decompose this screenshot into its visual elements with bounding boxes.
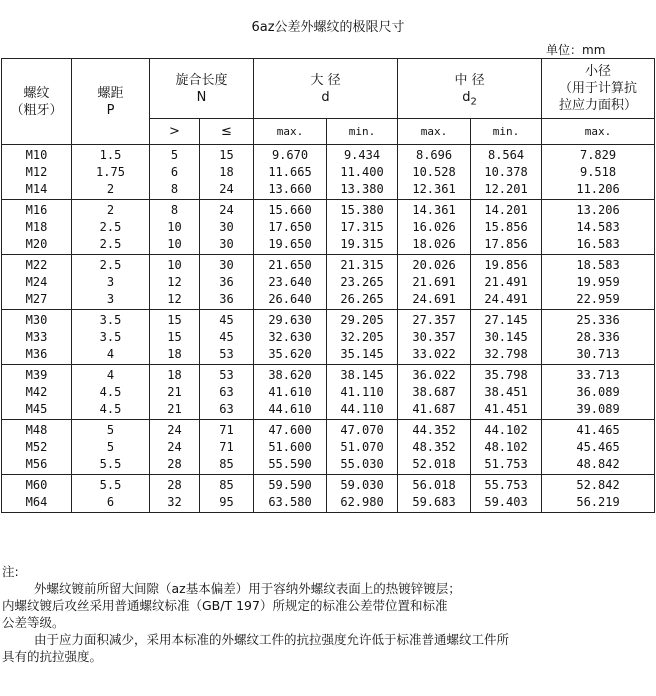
table-cell: M42	[25, 385, 48, 399]
table-cell: M30	[25, 313, 48, 327]
table-cell: 18	[219, 165, 234, 179]
table-cell: 32.630	[268, 330, 312, 344]
table-cell: 24.491	[484, 292, 528, 306]
col-engage-le	[200, 145, 254, 200]
col-major-min	[327, 145, 398, 200]
table-cell: 20.026	[412, 258, 456, 272]
table-cell: 5	[170, 148, 179, 162]
table-cell: 5	[106, 440, 115, 454]
table-cell: 2.5	[99, 220, 122, 234]
table-cell: 12	[167, 275, 182, 289]
table-cell: 71	[219, 440, 234, 454]
col-pitch-min	[471, 475, 542, 513]
col-pitch-max	[398, 200, 471, 255]
table-cell: 15	[167, 330, 182, 344]
table-cell: 36.022	[412, 368, 456, 382]
table-cell: 44.110	[340, 402, 384, 416]
table-cell: 23.265	[340, 275, 384, 289]
col-pitch-min	[471, 420, 542, 475]
col-pitch	[72, 365, 150, 420]
col-minor-max	[542, 420, 655, 475]
col-pitch-min	[471, 310, 542, 365]
table-cell: 45	[219, 330, 234, 344]
table-cell: 30.357	[412, 330, 456, 344]
notes	[2, 563, 652, 665]
table-cell: 44.102	[484, 423, 528, 437]
table-cell: 18	[167, 347, 182, 361]
table-cell: 8	[170, 182, 179, 196]
header-minor-max: max.	[542, 119, 655, 145]
col-pitch-min	[471, 200, 542, 255]
table-cell: 10	[167, 258, 182, 272]
header-pitch: 螺距 P	[72, 59, 150, 145]
table-cell: 27.145	[484, 313, 528, 327]
table-cell: 62.980	[340, 495, 384, 509]
table-cell: 36	[219, 275, 234, 289]
col-major-min	[327, 365, 398, 420]
col-engage-gt	[150, 475, 200, 513]
table-row-group	[2, 475, 655, 513]
header-engagement-length: 旋合长度 N	[150, 59, 254, 119]
col-thread-size	[2, 365, 72, 420]
table-cell: 59.030	[340, 478, 384, 492]
col-thread-size	[2, 145, 72, 200]
table-cell: 44.352	[412, 423, 456, 437]
table-cell: 45.465	[576, 440, 620, 454]
table-cell: 53	[219, 368, 234, 382]
table-cell: M60	[25, 478, 48, 492]
col-pitch-min	[471, 145, 542, 200]
table-cell: 24	[167, 440, 182, 454]
col-pitch	[72, 310, 150, 365]
table-cell: 13.380	[340, 182, 384, 196]
table-cell: 28	[167, 478, 182, 492]
table-cell: 16.026	[412, 220, 456, 234]
table-cell: 8.564	[487, 148, 525, 162]
table-cell: 17.315	[340, 220, 384, 234]
note-line: 内螺纹镀后攻丝采用普通螺纹标准（GB/T 197）所规定的标准公差带位置和标准	[2, 598, 448, 613]
table-cell: 51.600	[268, 440, 312, 454]
table-cell: 85	[219, 478, 234, 492]
table-cell: 47.600	[268, 423, 312, 437]
table-cell: 13.206	[576, 203, 620, 217]
table-cell: 52.018	[412, 457, 456, 471]
table-cell: 3	[106, 292, 115, 306]
table-cell: 45	[219, 313, 234, 327]
note-line: 外螺纹镀前所留大间隙（az基本偏差）用于容纳外螺纹表面上的热镀锌镀层；	[34, 581, 461, 596]
table-cell: 8	[170, 203, 179, 217]
col-major-min	[327, 200, 398, 255]
col-major-max	[254, 310, 327, 365]
table-cell: 53	[219, 347, 234, 361]
table-cell: 18.583	[576, 258, 620, 272]
col-engage-le	[200, 255, 254, 310]
table-cell: 15.856	[484, 220, 528, 234]
table-cell: 29.205	[340, 313, 384, 327]
table-row-group	[2, 145, 655, 200]
table-cell: 10.528	[412, 165, 456, 179]
col-major-min	[327, 310, 398, 365]
table-cell: M64	[25, 495, 48, 509]
table-cell: 48.102	[484, 440, 528, 454]
note-line: 公差等级。	[2, 615, 65, 630]
table-cell: 51.070	[340, 440, 384, 454]
table-cell: 56.018	[412, 478, 456, 492]
table-cell: 9.670	[271, 148, 309, 162]
table-cell: 21.691	[412, 275, 456, 289]
table-cell: 41.465	[576, 423, 620, 437]
header-pitch-min: min.	[471, 119, 542, 145]
table-cell: M10	[25, 148, 48, 162]
table-cell: 26.265	[340, 292, 384, 306]
table-cell: 39.089	[576, 402, 620, 416]
table-cell: 3.5	[99, 330, 122, 344]
table-cell: 12	[167, 292, 182, 306]
table-cell: 12.201	[484, 182, 528, 196]
table-cell: 33.022	[412, 347, 456, 361]
col-pitch	[72, 200, 150, 255]
col-engage-gt	[150, 420, 200, 475]
col-major-max	[254, 475, 327, 513]
table-cell: 24	[219, 203, 234, 217]
col-engage-le	[200, 365, 254, 420]
header-pitch-diameter: 中 径 $d_2$	[398, 59, 542, 119]
table-cell: 4.5	[99, 385, 122, 399]
table-cell: 21.315	[340, 258, 384, 272]
table-cell: 32	[167, 495, 182, 509]
col-minor-max	[542, 475, 655, 513]
table-cell: 5.5	[99, 478, 122, 492]
table-cell: M36	[25, 347, 48, 361]
table-cell: 6	[106, 495, 115, 509]
table-cell: 18.026	[412, 237, 456, 251]
unit-label: 单位：mm	[546, 43, 606, 57]
table-row-group	[2, 255, 655, 310]
table-cell: 10	[167, 237, 182, 251]
col-engage-gt	[150, 255, 200, 310]
col-minor-max	[542, 310, 655, 365]
table-cell: 21	[167, 385, 182, 399]
header-major-min: min.	[327, 119, 398, 145]
table-cell: 19.650	[268, 237, 312, 251]
table-cell: 28.336	[576, 330, 620, 344]
table-cell: 71	[219, 423, 234, 437]
col-minor-max	[542, 365, 655, 420]
thread-limits-table	[1, 58, 655, 513]
table-cell: 26.640	[268, 292, 312, 306]
table-cell: M45	[25, 402, 48, 416]
table-cell: 32.798	[484, 347, 528, 361]
table-cell: 41.451	[484, 402, 528, 416]
table-cell: 10	[167, 220, 182, 234]
table-cell: 5	[106, 423, 115, 437]
table-cell: 6	[170, 165, 179, 179]
table-cell: 2.5	[99, 258, 122, 272]
header-minor-diameter: 小径 （用于计算抗 拉应力面积）	[542, 59, 655, 119]
table-cell: M22	[25, 258, 48, 272]
col-thread-size	[2, 475, 72, 513]
col-major-min	[327, 420, 398, 475]
col-engage-le	[200, 200, 254, 255]
header-thread: 螺纹 （粗牙）	[2, 59, 72, 145]
table-cell: 47.070	[340, 423, 384, 437]
col-pitch-max	[398, 420, 471, 475]
col-engage-gt	[150, 310, 200, 365]
table-cell: 55.590	[268, 457, 312, 471]
table-cell: M24	[25, 275, 48, 289]
table-cell: 63	[219, 385, 234, 399]
table-cell: 35.145	[340, 347, 384, 361]
header-major-diameter: 大 径 d	[254, 59, 398, 119]
table-cell: 15.660	[268, 203, 312, 217]
table-cell: 5.5	[99, 457, 122, 471]
col-thread-size	[2, 255, 72, 310]
col-pitch	[72, 420, 150, 475]
col-thread-size	[2, 200, 72, 255]
table-cell: 17.856	[484, 237, 528, 251]
table-cell: 32.205	[340, 330, 384, 344]
table-header	[2, 59, 655, 145]
table-cell: 59.403	[484, 495, 528, 509]
table-cell: 55.753	[484, 478, 528, 492]
table-cell: 15	[219, 148, 234, 162]
table-cell: 19.959	[576, 275, 620, 289]
header-le: ≤	[200, 119, 254, 145]
table-cell: M52	[25, 440, 48, 454]
col-pitch	[72, 145, 150, 200]
col-major-max	[254, 145, 327, 200]
table-cell: 2	[106, 182, 115, 196]
table-cell: 11.400	[340, 165, 384, 179]
table-cell: M16	[25, 203, 48, 217]
table-cell: 52.842	[576, 478, 620, 492]
col-major-min	[327, 255, 398, 310]
table-cell: 21.650	[268, 258, 312, 272]
table-cell: 48.352	[412, 440, 456, 454]
table-cell: 15.380	[340, 203, 384, 217]
table-cell: M20	[25, 237, 48, 251]
table-cell: 1.75	[96, 165, 125, 179]
col-pitch-max	[398, 145, 471, 200]
col-pitch-min	[471, 365, 542, 420]
table-cell: M48	[25, 423, 48, 437]
table-cell: 11.206	[576, 182, 620, 196]
table-cell: 38.620	[268, 368, 312, 382]
col-major-max	[254, 200, 327, 255]
table-cell: M56	[25, 457, 48, 471]
col-minor-max	[542, 145, 655, 200]
col-engage-gt	[150, 200, 200, 255]
table-cell: 14.361	[412, 203, 456, 217]
table-cell: M27	[25, 292, 48, 306]
table-cell: 59.590	[268, 478, 312, 492]
table-cell: 36.089	[576, 385, 620, 399]
table-cell: 28	[167, 457, 182, 471]
table-cell: 9.434	[343, 148, 381, 162]
col-pitch-max	[398, 255, 471, 310]
table-cell: 2.5	[99, 237, 122, 251]
table-cell: 10.378	[484, 165, 528, 179]
table-cell: 63	[219, 402, 234, 416]
table-cell: 23.640	[268, 275, 312, 289]
col-major-max	[254, 420, 327, 475]
table-cell: M33	[25, 330, 48, 344]
col-pitch	[72, 475, 150, 513]
table-cell: 41.110	[340, 385, 384, 399]
table-cell: 25.336	[576, 313, 620, 327]
table-cell: 36	[219, 292, 234, 306]
col-thread-size	[2, 310, 72, 365]
table-cell: M14	[25, 182, 48, 196]
col-pitch-min	[471, 255, 542, 310]
table-cell: 30.145	[484, 330, 528, 344]
table-cell: 22.959	[576, 292, 620, 306]
table-cell: 3	[106, 275, 115, 289]
col-major-max	[254, 365, 327, 420]
table-cell: M39	[25, 368, 48, 382]
page-title: 6az公差外螺纹的极限尺寸	[251, 20, 405, 35]
table-cell: 9.518	[579, 165, 617, 179]
table-cell: 44.610	[268, 402, 312, 416]
table-cell: 30	[219, 220, 234, 234]
table-cell: 95	[219, 495, 234, 509]
table-row-group	[2, 365, 655, 420]
table-cell: 30	[219, 237, 234, 251]
col-minor-max	[542, 200, 655, 255]
table-cell: 35.798	[484, 368, 528, 382]
table-cell: 48.842	[576, 457, 620, 471]
table-cell: 56.219	[576, 495, 620, 509]
table-cell: 24	[219, 182, 234, 196]
table-cell: 35.620	[268, 347, 312, 361]
table-cell: 55.030	[340, 457, 384, 471]
table-cell: 1.5	[99, 148, 122, 162]
note-line: 由于应力面积减少，采用本标准的外螺纹工件的抗拉强度允许低于标准普通螺纹工件所	[34, 632, 510, 647]
table-cell: M12	[25, 165, 48, 179]
table-cell: 14.201	[484, 203, 528, 217]
table-row-group	[2, 310, 655, 365]
table-cell: 29.630	[268, 313, 312, 327]
table-row-group	[2, 200, 655, 255]
col-engage-le	[200, 420, 254, 475]
col-pitch-max	[398, 365, 471, 420]
table-row-group	[2, 420, 655, 475]
table-cell: 12.361	[412, 182, 456, 196]
col-minor-max	[542, 255, 655, 310]
table-cell: 4	[106, 347, 115, 361]
table-cell: 4	[106, 368, 115, 382]
table-cell: 24.691	[412, 292, 456, 306]
col-pitch	[72, 255, 150, 310]
table-cell: 41.610	[268, 385, 312, 399]
table-cell: 14.583	[576, 220, 620, 234]
table-cell: 85	[219, 457, 234, 471]
notes-label: 注:	[2, 564, 19, 579]
col-thread-size	[2, 420, 72, 475]
header-pitch-max: max.	[398, 119, 471, 145]
table-cell: M18	[25, 220, 48, 234]
col-pitch-max	[398, 310, 471, 365]
table-cell: 21.491	[484, 275, 528, 289]
table-cell: 16.583	[576, 237, 620, 251]
table-cell: 38.451	[484, 385, 528, 399]
table-cell: 59.683	[412, 495, 456, 509]
table-body	[2, 145, 655, 513]
table-cell: 41.687	[412, 402, 456, 416]
table-cell: 15	[167, 313, 182, 327]
col-engage-gt	[150, 365, 200, 420]
table-cell: 30	[219, 258, 234, 272]
table-cell: 27.357	[412, 313, 456, 327]
col-engage-le	[200, 310, 254, 365]
table-cell: 21	[167, 402, 182, 416]
col-engage-gt	[150, 145, 200, 200]
header-gt: >	[150, 119, 200, 145]
col-engage-le	[200, 475, 254, 513]
note-line: 具有的抗拉强度。	[2, 649, 103, 664]
table-cell: 8.696	[415, 148, 453, 162]
col-major-max	[254, 255, 327, 310]
col-major-min	[327, 475, 398, 513]
table-cell: 7.829	[579, 148, 617, 162]
table-cell: 4.5	[99, 402, 122, 416]
table-cell: 19.856	[484, 258, 528, 272]
table-cell: 11.665	[268, 165, 312, 179]
table-cell: 38.145	[340, 368, 384, 382]
table-cell: 17.650	[268, 220, 312, 234]
table-cell: 51.753	[484, 457, 528, 471]
table-cell: 3.5	[99, 313, 122, 327]
table-cell: 18	[167, 368, 182, 382]
table-cell: 33.713	[576, 368, 620, 382]
table-cell: 2	[106, 203, 115, 217]
header-major-max: max.	[254, 119, 327, 145]
col-pitch-max	[398, 475, 471, 513]
table-cell: 30.713	[576, 347, 620, 361]
table-cell: 24	[167, 423, 182, 437]
table-cell: 13.660	[268, 182, 312, 196]
table-cell: 19.315	[340, 237, 384, 251]
table-cell: 63.580	[268, 495, 312, 509]
table-cell: 38.687	[412, 385, 456, 399]
